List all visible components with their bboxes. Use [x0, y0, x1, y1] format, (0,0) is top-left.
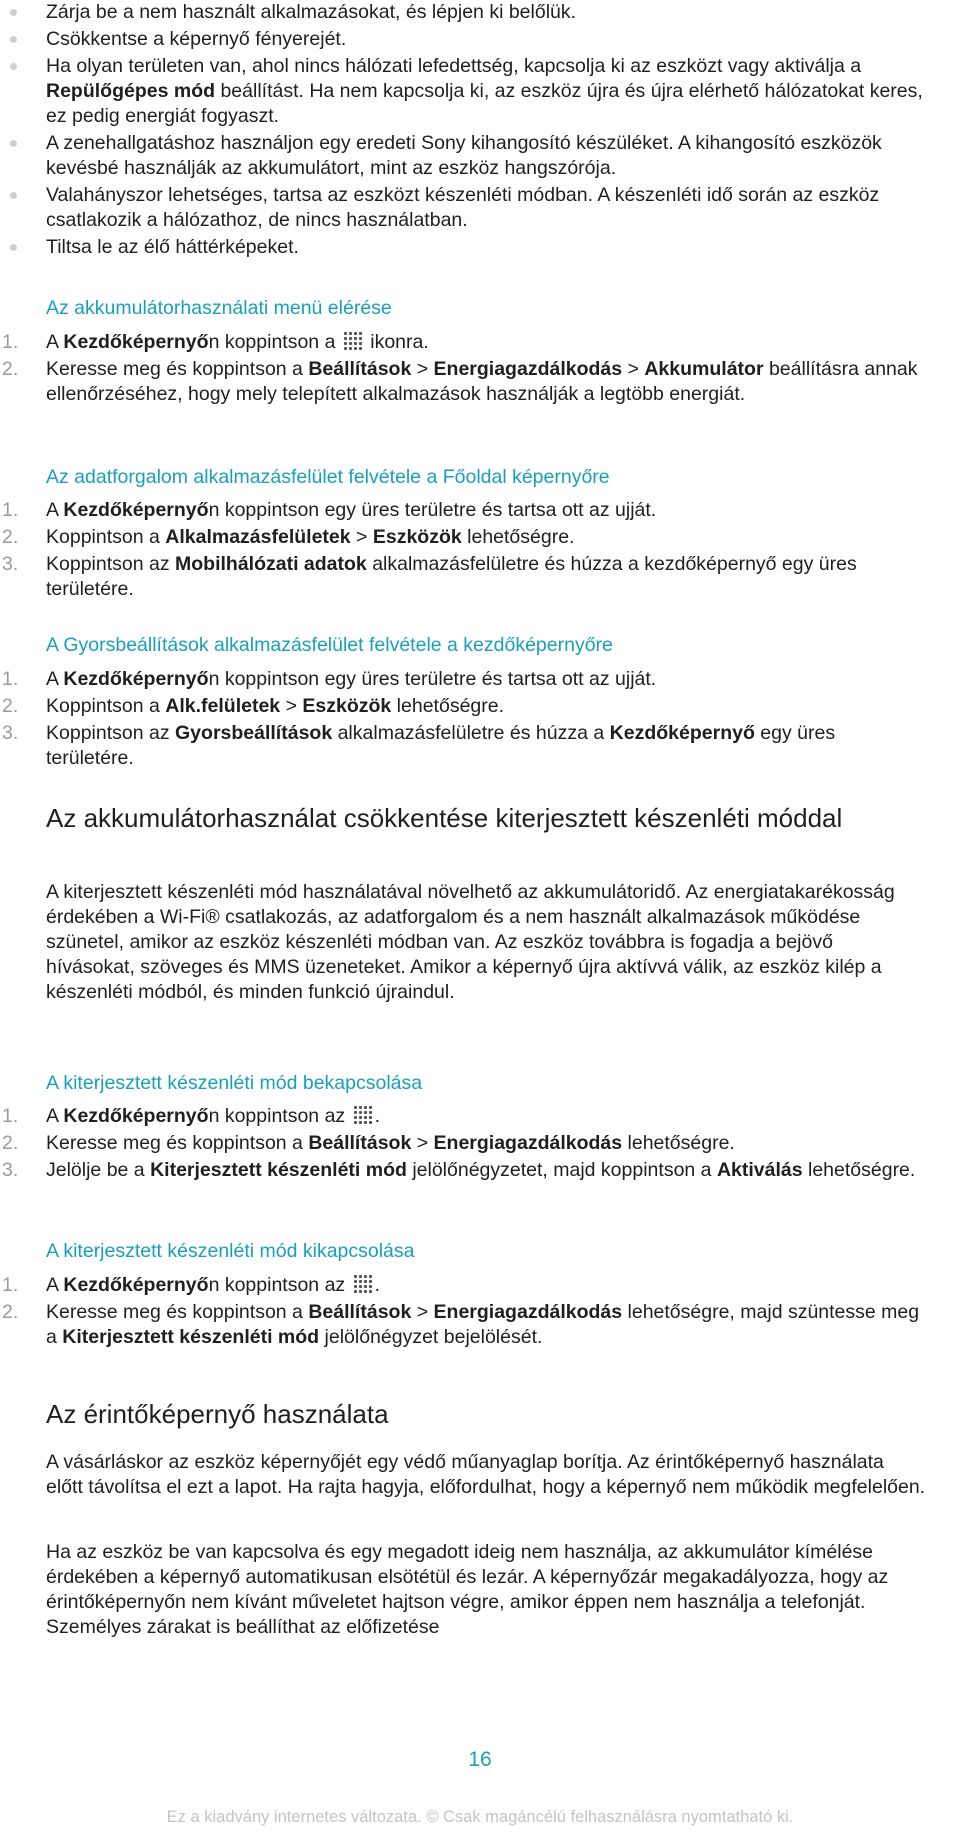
tips-bullet-list — [0, 0, 926, 262]
list-item: 1. A Kezdőképernyőn koppintson egy üres területre és tartsa ott az ujját. — [2, 499, 657, 521]
list-item: Csökkentse a képernyő fényerejét. — [0, 27, 926, 52]
footer-note: Ez a kiadvány internetes változata. © Csak magáncélú felhasználásra nyomtatható ki. — [166, 1808, 794, 1826]
apps-grid-icon — [353, 1105, 373, 1125]
steps-quick-settings — [0, 667, 920, 773]
heading-extended-standby: Az akkumulátorhasználat csökkentése kiterjesztett készenléti móddal — [46, 803, 843, 833]
heading-touchscreen: Az érintőképernyő használata — [46, 1399, 389, 1429]
list-item: 3. Koppintson az Mobilhálózati adatok alkalmazásfelületre és húzza a kezdőképernyő egy üres területére. — [2, 553, 857, 600]
list-item: Tiltsa le az élő háttérképeket. — [0, 235, 926, 260]
paragraph-extended-standby: A kiterjesztett készenléti mód használatával növelhető az akkumulátoridő. Az energiatakarékosság érdekében a Wi-Fi® csatlakozás, az adatforgalom és a nem használt alkalmazások működése szünetel, amikor az eszköz készenléti módban van. Az eszköz továbbra is fogadja a bejövő hívásokat, szöveges és MMS üzeneteket. Amikor a képernyő újra aktívvá válik, az eszköz kilép a készenléti módból, és minden funkció újraindul. — [46, 881, 895, 1003]
section-title-standby-on: A kiterjesztett készenléti mód bekapcsolása — [46, 1072, 423, 1094]
list-item: 2. Keresse meg és koppintson a Beállítások > Energiagazdálkodás lehetőségre. — [2, 1132, 735, 1154]
apps-grid-icon — [343, 331, 363, 351]
list-item: 2. Keresse meg és koppintson a Beállítások > Energiagazdálkodás lehetőségre, majd szüntesse meg a Kiterjesztett készenléti mód jelölőnégyzet bejelölését. — [2, 1301, 920, 1348]
steps-standby-off — [0, 1273, 920, 1352]
list-item: 2. Keresse meg és koppintson a Beállítások > Energiagazdálkodás > Akkumulátor beállításra annak ellenőrzéséhez, hogy mely telepített alkalmazások használják a legtöbb energiát. — [2, 358, 918, 405]
list-item: 3. Jelölje be a Kiterjesztett készenléti mód jelölőnégyzetet, majd koppintson a Aktiválás lehetőségre. — [2, 1159, 916, 1181]
list-item: 1. A Kezdőképernyőn koppintson az . — [2, 1274, 380, 1296]
list-item: 1. A Kezdőképernyőn koppintson egy üres területre és tartsa ott az ujját. — [2, 668, 657, 690]
section-title-data-widget: Az adatforgalom alkalmazásfelület felvétele a Főoldal képernyőre — [46, 466, 610, 488]
list-item: Zárja be a nem használt alkalmazásokat, és lépjen ki belőlük. — [0, 0, 926, 25]
list-item: 2. Koppintson a Alk.felületek > Eszközök lehetőségre. — [2, 695, 505, 717]
list-item: 1. A Kezdőképernyőn koppintson a ikonra. — [2, 331, 429, 353]
list-item: A zenehallgatáshoz használjon egy eredeti Sony kihangosító készüléket. A kihangosító eszközök kevésbé használják az akkumulátort, mint az eszköz hangszórója. — [0, 131, 926, 181]
steps-standby-on — [0, 1104, 920, 1185]
paragraph-touchscreen-1: A vásárláskor az eszköz képernyőjét egy védő műanyaglap borítja. Az érintőképernyő használata előtt távolítsa el ezt a lapot. Ha rajta hagyja, előfordulhat, hogy a képernyő nem működik megfelelően. — [46, 1451, 926, 1498]
paragraph-touchscreen-2: Ha az eszköz be van kapcsolva és egy megadott ideig nem használja, az akkumulátor kímélése érdekében a képernyő automatikusan elsötétül és lezár. A képernyőzár megakadályozza, hogy az érintőképernyőn nem kívánt műveletet hajtson végre, amikor éppen nem használja a telefonját. Személyes zárakat is beállíthat az előfizetése — [46, 1541, 889, 1638]
list-item: Valahányszor lehetséges, tartsa az eszközt készenléti módban. A készenléti idő során az eszköz csatlakozik a hálózathoz, de nincs használatban. — [0, 183, 926, 233]
list-item: Ha olyan területen van, ahol nincs hálózati lefedettség, kapcsolja ki az eszközt vagy aktiválja a Repülőgépes mód beállítást. Ha nem kapcsolja ki, az eszköz újra és újra elérhető hálózatokat keres, ez pedig energiát fogyaszt. — [0, 54, 926, 129]
list-item: 3. Koppintson az Gyorsbeállítások alkalmazásfelületre és húzza a Kezdőképernyő egy üres területére. — [2, 722, 836, 769]
page-number: 16 — [468, 1748, 492, 1771]
list-item: 1. A Kezdőképernyőn koppintson az . — [2, 1105, 380, 1127]
section-title-battery-menu: Az akkumulátorhasználati menü elérése — [46, 297, 392, 319]
list-item: 2. Koppintson a Alkalmazásfelületek > Eszközök lehetőségre. — [2, 526, 575, 548]
steps-battery-menu — [0, 330, 920, 409]
apps-grid-icon — [353, 1274, 373, 1294]
section-title-standby-off: A kiterjesztett készenléti mód kikapcsolása — [46, 1240, 415, 1262]
steps-data-widget — [0, 498, 920, 604]
section-title-quick-settings: A Gyorsbeállítások alkalmazásfelület felvétele a kezdőképernyőre — [46, 634, 613, 656]
